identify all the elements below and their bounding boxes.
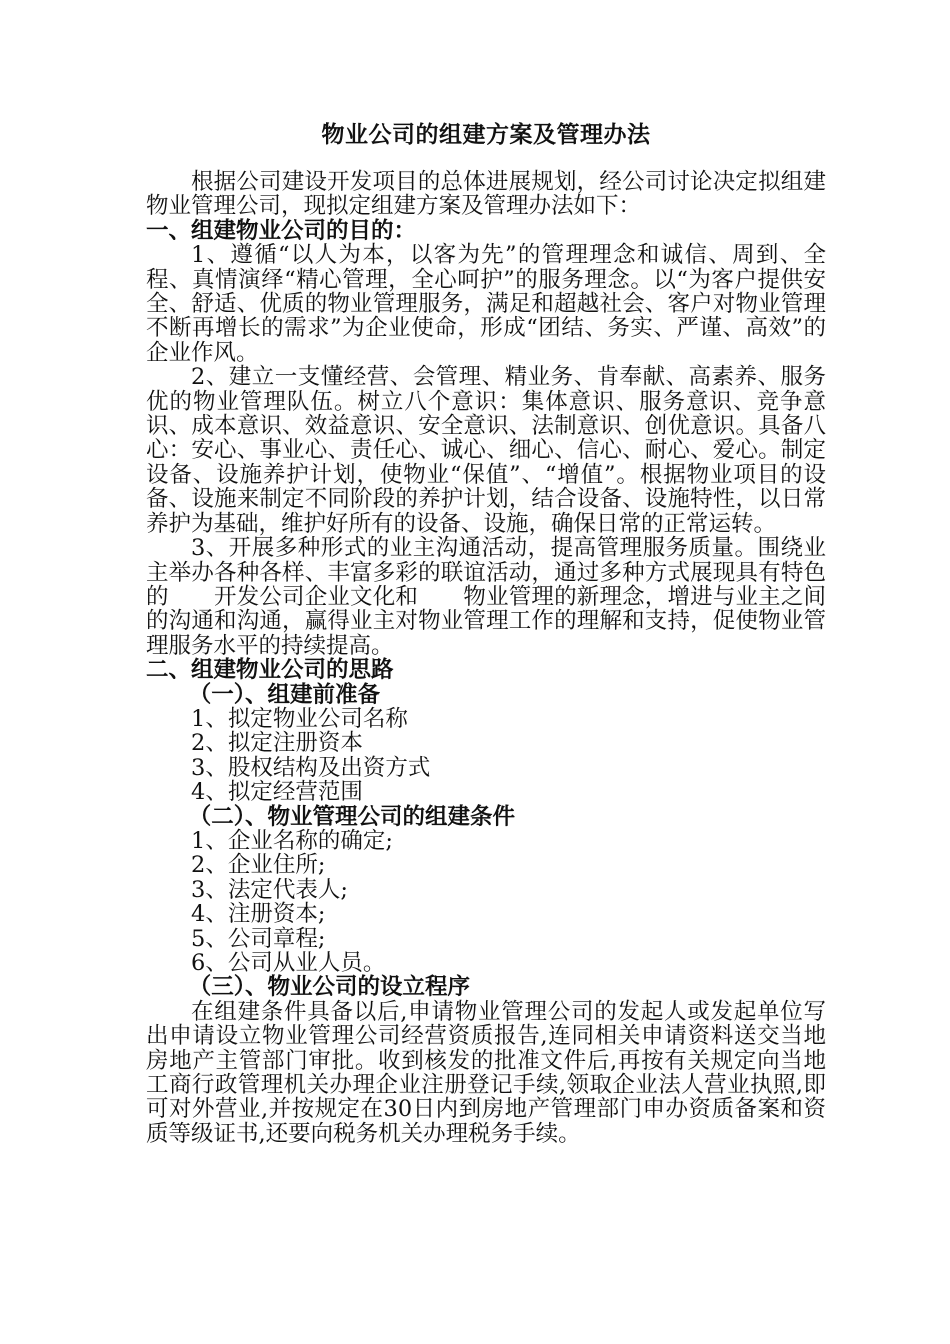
document-page (146, 118, 826, 1146)
list-item: 3、法定代表人; (191, 876, 348, 903)
list-item: 4、拟定经营范围 (191, 779, 363, 806)
list-item: 4、注册资本; (191, 901, 326, 928)
subsection2-list (146, 829, 826, 975)
section1-paragraph-3: 3、开展多种形式的业主沟通活动，提高管理服务质量。围绕业主举办各种各样、丰富多彩的联谊活动，通过多种方式展现具有特色的 开发公司企业文化和 物业管理的新理念，增进与业主之间的沟通和沟通，赢得业主对物业管理工作的理解和支持，促使物业管理服务水平的持续提高。 (146, 535, 826, 659)
list-item: 2、拟定注册资本 (191, 730, 363, 757)
list-item: 2、企业住所; (191, 852, 326, 879)
intro-paragraph: 根据公司建设开发项目的总体进展规划，经公司讨论决定拟组建物业管理公司，现拟定组建方案及管理办法如下： (146, 169, 826, 220)
list-item: 3、股权结构及出资方式 (191, 754, 431, 781)
section1-paragraph-2: 2、建立一支懂经营、会管理、精业务、肯奉献、高素养、服务优的物业管理队伍。树立八个意识：集体意识、服务意识、竞争意识、成本意识、效益意识、安全意识、法制意识、创优意识。具备八心：安心、事业心、责任心、诚心、细心、信心、耐心、爱心。制定设备、设施养护计划，使物业“保值”、“增值”。根据物业项目的设备、设施来制定不同阶段的养护计划，结合设备、设施特性，以日常养护为基础，维护好所有的设备、设施，确保日常的正常运转。 (146, 364, 826, 537)
subsection3-paragraph: 在组建条件具备以后,申请物业管理公司的发起人或发起单位写出申请设立物业管理公司经营资质报告,连同相关申请资料送交当地房地产主管部门审批。收到核发的批准文件后,再按有关规定向当地工商行政管理机关办理企业注册登记手续,领取企业法人营业执照,即可对外营业,并按规定在30日内到房地产管理部门申办资质备案和资质等级证书,还要向税务机关办理税务手续。 (146, 998, 826, 1147)
list-item: 1、拟定物业公司名称 (191, 705, 408, 732)
section2-heading: 二、组建物业公司的思路 (146, 657, 394, 684)
subsection1-heading: （一）、组建前准备 (188, 681, 381, 708)
subsection3-heading: （三）、物业公司的设立程序 (188, 974, 471, 1001)
list-item: 1、企业名称的确定; (191, 827, 393, 854)
subsection2-heading: （二）、物业管理公司的组建条件 (188, 803, 516, 830)
list-item: 6、公司从业人员。 (191, 950, 386, 976)
section1-heading: 一、组建物业公司的目的： (146, 217, 417, 244)
section1-paragraph-1: 1、遵循“以人为本，以客为先”的管理理念和诚信、周到、全程、真情演绎“精心管理，全心呵护”的服务理念。以“为客户提供安全、舒适、优质的物业管理服务，满足和超越社会、客户对物业管理不断再增长的需求”为企业使命，形成“团结、务实、严谨、高效”的企业作风。 (146, 242, 826, 366)
document-title: 物业公司的组建方案及管理办法 (321, 121, 651, 148)
list-item: 5、公司章程; (191, 925, 326, 952)
subsection1-list (146, 707, 826, 805)
